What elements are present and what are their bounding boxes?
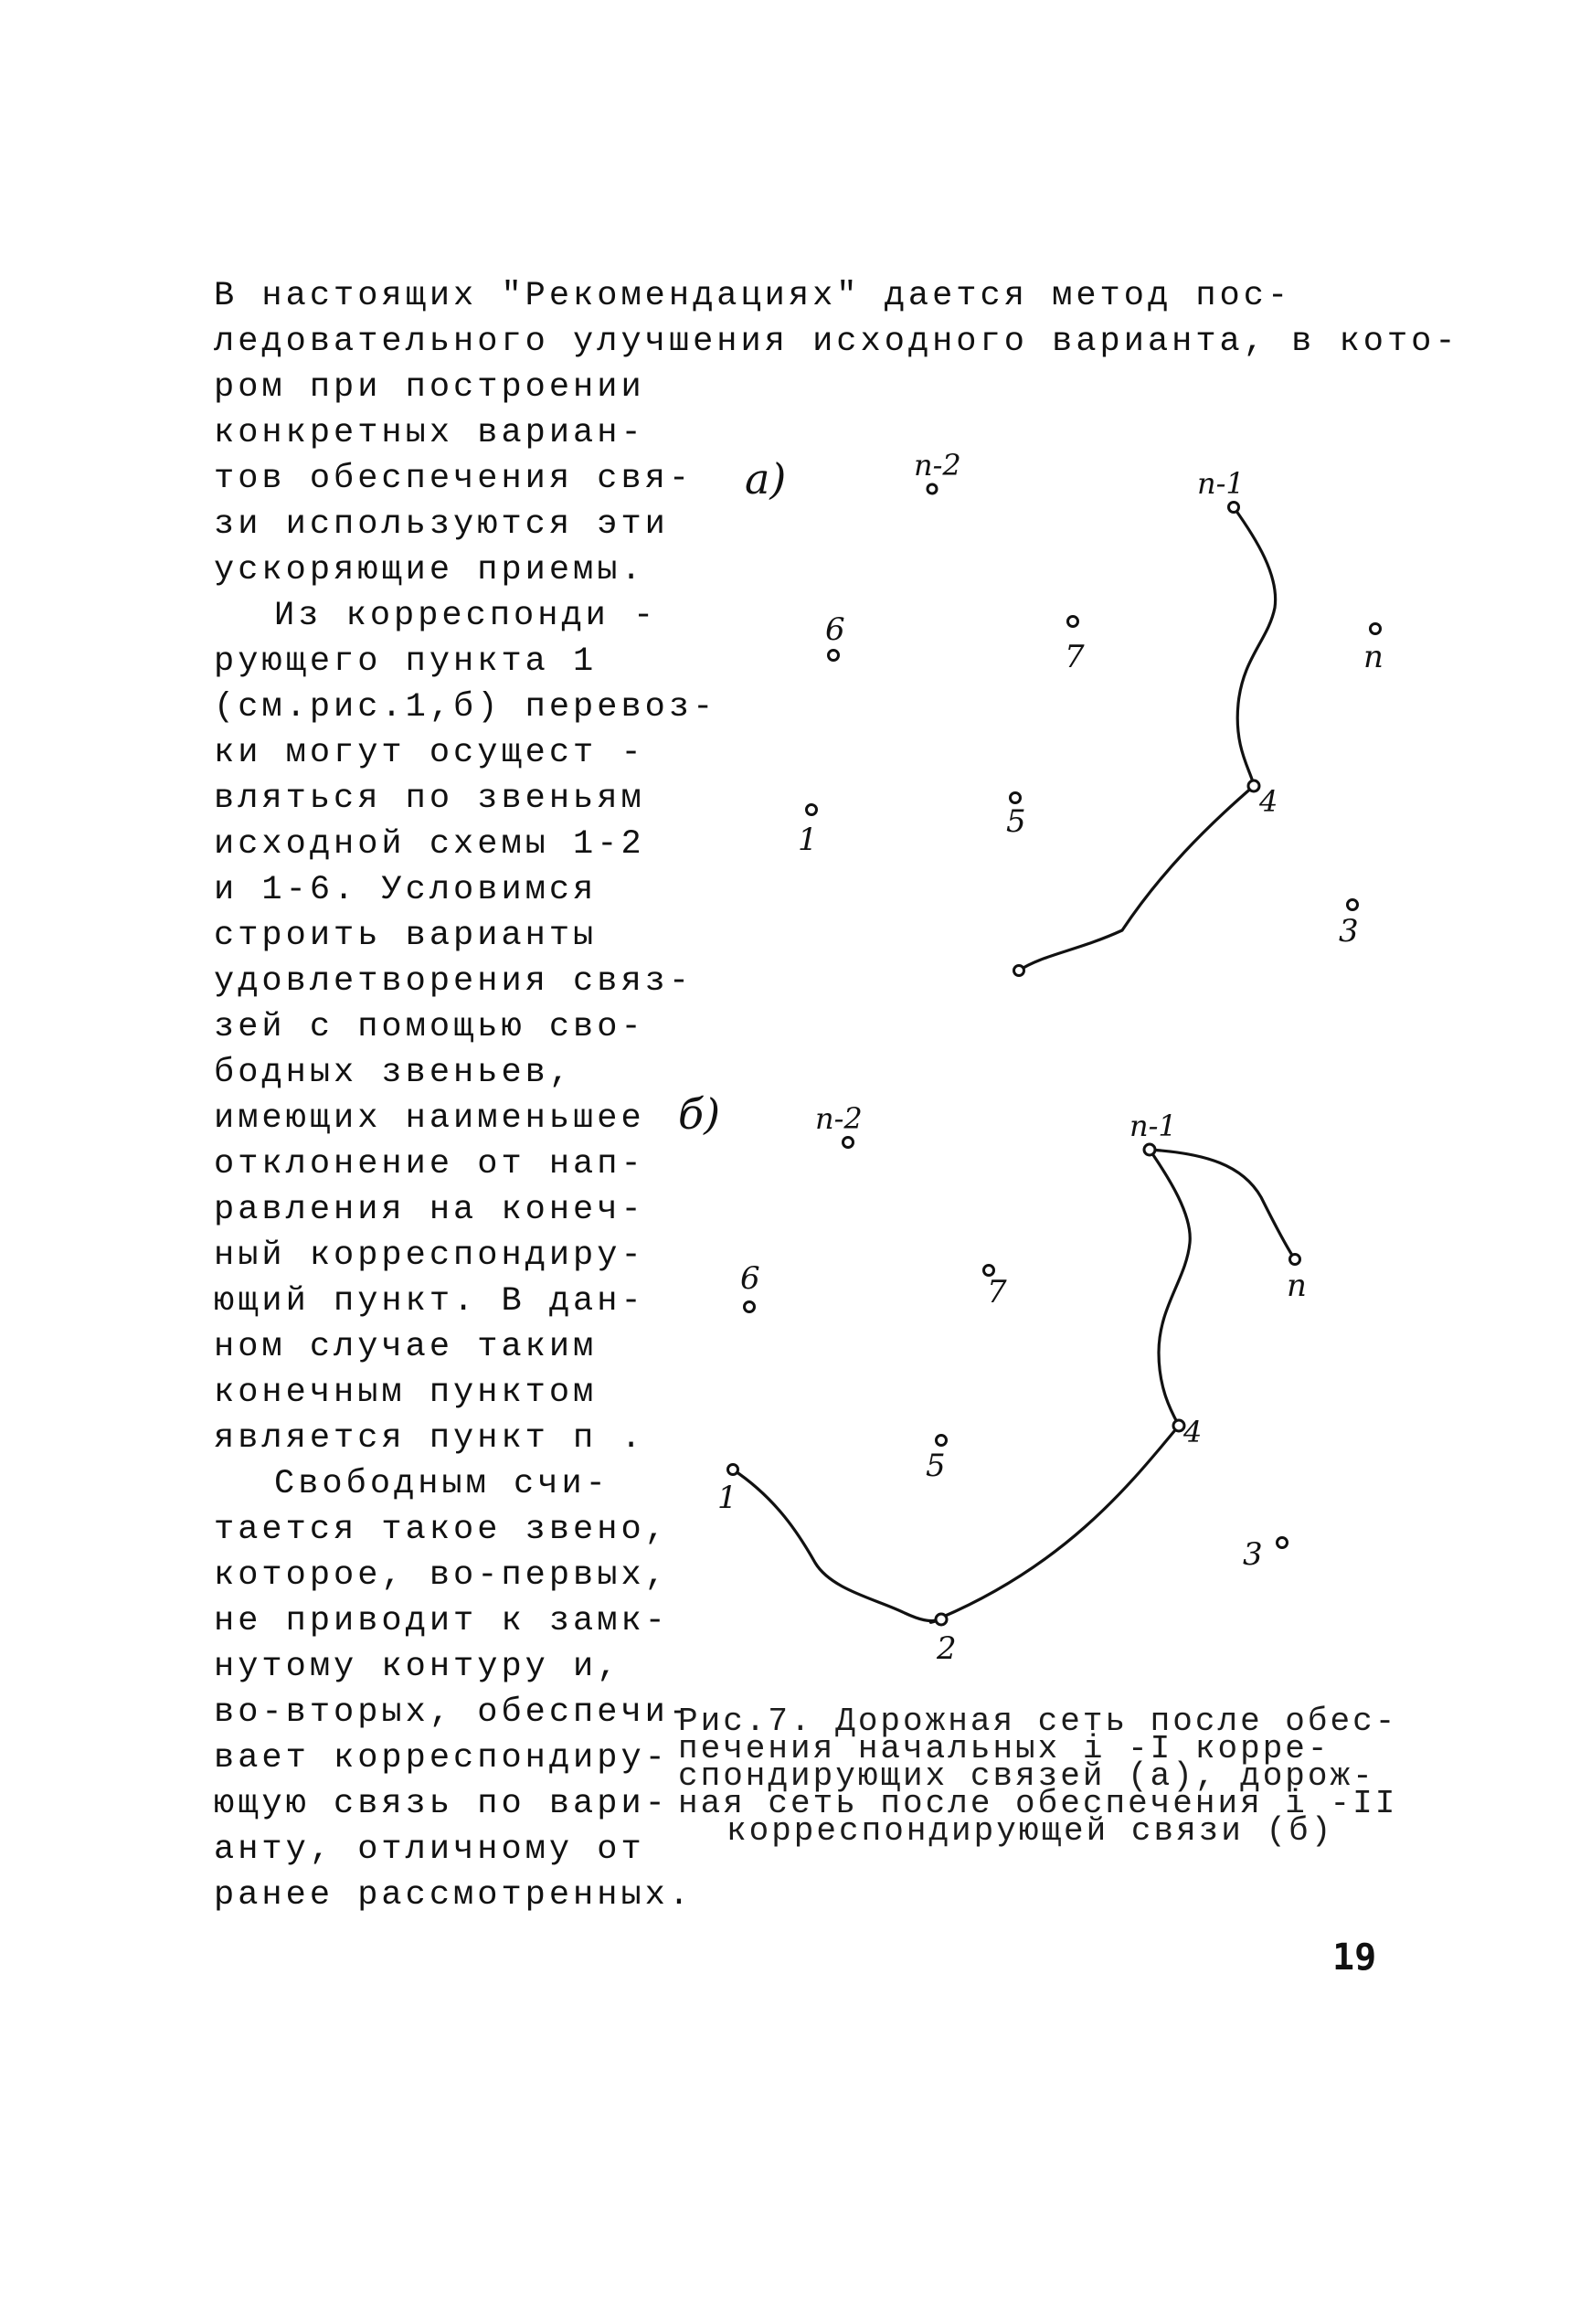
column-line-20: ный корреспондиру- [214, 1236, 645, 1275]
panel-b-node-p1 [1144, 1144, 1155, 1155]
panel-a-label-p2: п-2 [914, 448, 961, 483]
caption-line-3: спондирующих связей (а), дорож- [678, 1757, 1375, 1795]
panel-b-route-1-to-2 [733, 1470, 941, 1621]
panel-a-label: а) [745, 454, 787, 504]
column-line-19: равления на конеч- [214, 1191, 645, 1229]
column-line-18: отклонение от нап- [214, 1145, 645, 1183]
panel-b-node-6 [745, 1302, 755, 1312]
panel-b-label: б) [678, 1089, 721, 1139]
panel-a-label-3: 3 [1339, 913, 1359, 950]
column-line-15: зей с помощью сво- [214, 1008, 645, 1046]
panel-a-route-4-to-end [1019, 786, 1254, 971]
intro-line-2: ледовательного улучшения исходного варианта, в кото- [214, 323, 1459, 361]
column-line-12: и 1-6. Условимся [214, 871, 598, 909]
panel-a-node-1 [807, 805, 817, 815]
column-line-17: имеющих наименьшее [214, 1099, 645, 1138]
panel-b-route-p1-to-pn [1150, 1150, 1295, 1259]
panel-a-label-p1: п-1 [1197, 466, 1245, 501]
column-line-3: тов обеспечения свя- [214, 460, 694, 498]
panel-b-node-n [1290, 1255, 1300, 1265]
panel-b-label-3: 3 [1243, 1536, 1263, 1573]
panel-a-label-4: 4 [1259, 784, 1278, 819]
caption-line-2: печения начальных i -I корре- [678, 1730, 1331, 1767]
panel-a-node-4 [1248, 780, 1259, 791]
panel-a-label-6: 6 [825, 611, 845, 648]
panel-b-route-p1-to-4 [1150, 1150, 1190, 1426]
column-line-31: вает корреспондиру- [214, 1739, 669, 1777]
caption-line-4: ная сеть после обеспечения i -II [678, 1785, 1398, 1822]
panel-a-label-7: 7 [1065, 639, 1085, 675]
column-line-1: ром при построении [214, 368, 645, 407]
panel-a-node-7 [1068, 617, 1078, 627]
caption-line-5: корреспондирующей связи (б) [726, 1812, 1334, 1850]
panel-a-route-p1-to-4 [1234, 507, 1276, 786]
column-line-22: ном случае таким [214, 1328, 598, 1366]
column-line-24: является пункт п . [214, 1419, 645, 1458]
panel-b-label-p1: п-1 [1129, 1109, 1177, 1143]
column-line-11: исходной схемы 1-2 [214, 825, 645, 864]
column-line-28: не приводит к замк- [214, 1602, 669, 1640]
panel-b-node-2 [936, 1614, 947, 1625]
column-line-30: во-вторых, обеспечи- [214, 1693, 694, 1732]
column-line-2: конкретных вариан- [214, 414, 645, 452]
panel-a-label-5: 5 [1006, 803, 1026, 840]
panel-b-label-6: 6 [740, 1260, 760, 1297]
column-line-34: ранее рассмотренных. [214, 1876, 694, 1915]
column-line-23: конечным пунктом [214, 1374, 598, 1412]
panel-b-label-7: 7 [987, 1274, 1007, 1311]
panel-b-label-p2: п-2 [815, 1101, 863, 1136]
panel-a-label-n: п [1363, 639, 1384, 675]
column-line-33: анту, отличному от [214, 1831, 645, 1869]
panel-a-node-p1 [1229, 503, 1239, 513]
panel-a-node-p2 [928, 484, 937, 493]
column-line-4: зи используются эти [214, 505, 669, 544]
column-line-5: ускоряющие приемы. [214, 551, 645, 589]
column-line-25: Свободным счи- [274, 1465, 610, 1503]
intro-line-1: В настоящих "Рекомендациях" дается метод пос- [214, 277, 1292, 315]
panel-b-label-1: 1 [717, 1480, 737, 1516]
column-line-14: удовлетворения связ- [214, 962, 694, 1001]
panel-b-label-2: 2 [937, 1630, 957, 1667]
panel-a-node-5 [1011, 793, 1021, 803]
column-line-7: рующего пункта 1 [214, 642, 598, 681]
panel-b-node-p2 [843, 1138, 854, 1148]
column-line-8: (см.рис.1,б) перевоз- [214, 688, 717, 727]
column-line-9: ки могут осущест - [214, 734, 645, 772]
column-line-27: которое, во-первых, [214, 1556, 669, 1595]
column-line-21: ющий пункт. В дан- [214, 1282, 645, 1321]
panel-a-label-1: 1 [798, 822, 818, 858]
caption-line-1: Рис.7. Дорожная сеть после обес- [678, 1703, 1398, 1740]
column-line-32: ющую связь по вари- [214, 1785, 669, 1823]
panel-a-node-3 [1348, 900, 1358, 910]
column-line-29: нутому контуру и, [214, 1648, 621, 1686]
panel-b-node-1 [728, 1465, 738, 1475]
panel-a-node-n [1371, 624, 1381, 634]
column-line-10: вляться по звеньям [214, 780, 645, 818]
panel-b-label-4: 4 [1183, 1415, 1203, 1449]
panel-b-node-3 [1278, 1538, 1288, 1548]
panel-b-node-5 [937, 1436, 947, 1446]
column-line-16: бодных звеньев, [214, 1054, 574, 1092]
column-line-13: строить варианты [214, 917, 598, 955]
panel-b-label-n: п [1287, 1268, 1307, 1304]
page-number: 19 [1332, 1937, 1377, 1979]
panel-b-label-5: 5 [926, 1448, 946, 1484]
panel-a-node-end [1014, 966, 1024, 976]
panel-a-node-6 [829, 651, 839, 661]
panel-b-route-4-to-2 [930, 1426, 1179, 1622]
column-line-6: Из корреспонди - [274, 597, 658, 635]
column-line-26: тается такое звено, [214, 1511, 669, 1549]
